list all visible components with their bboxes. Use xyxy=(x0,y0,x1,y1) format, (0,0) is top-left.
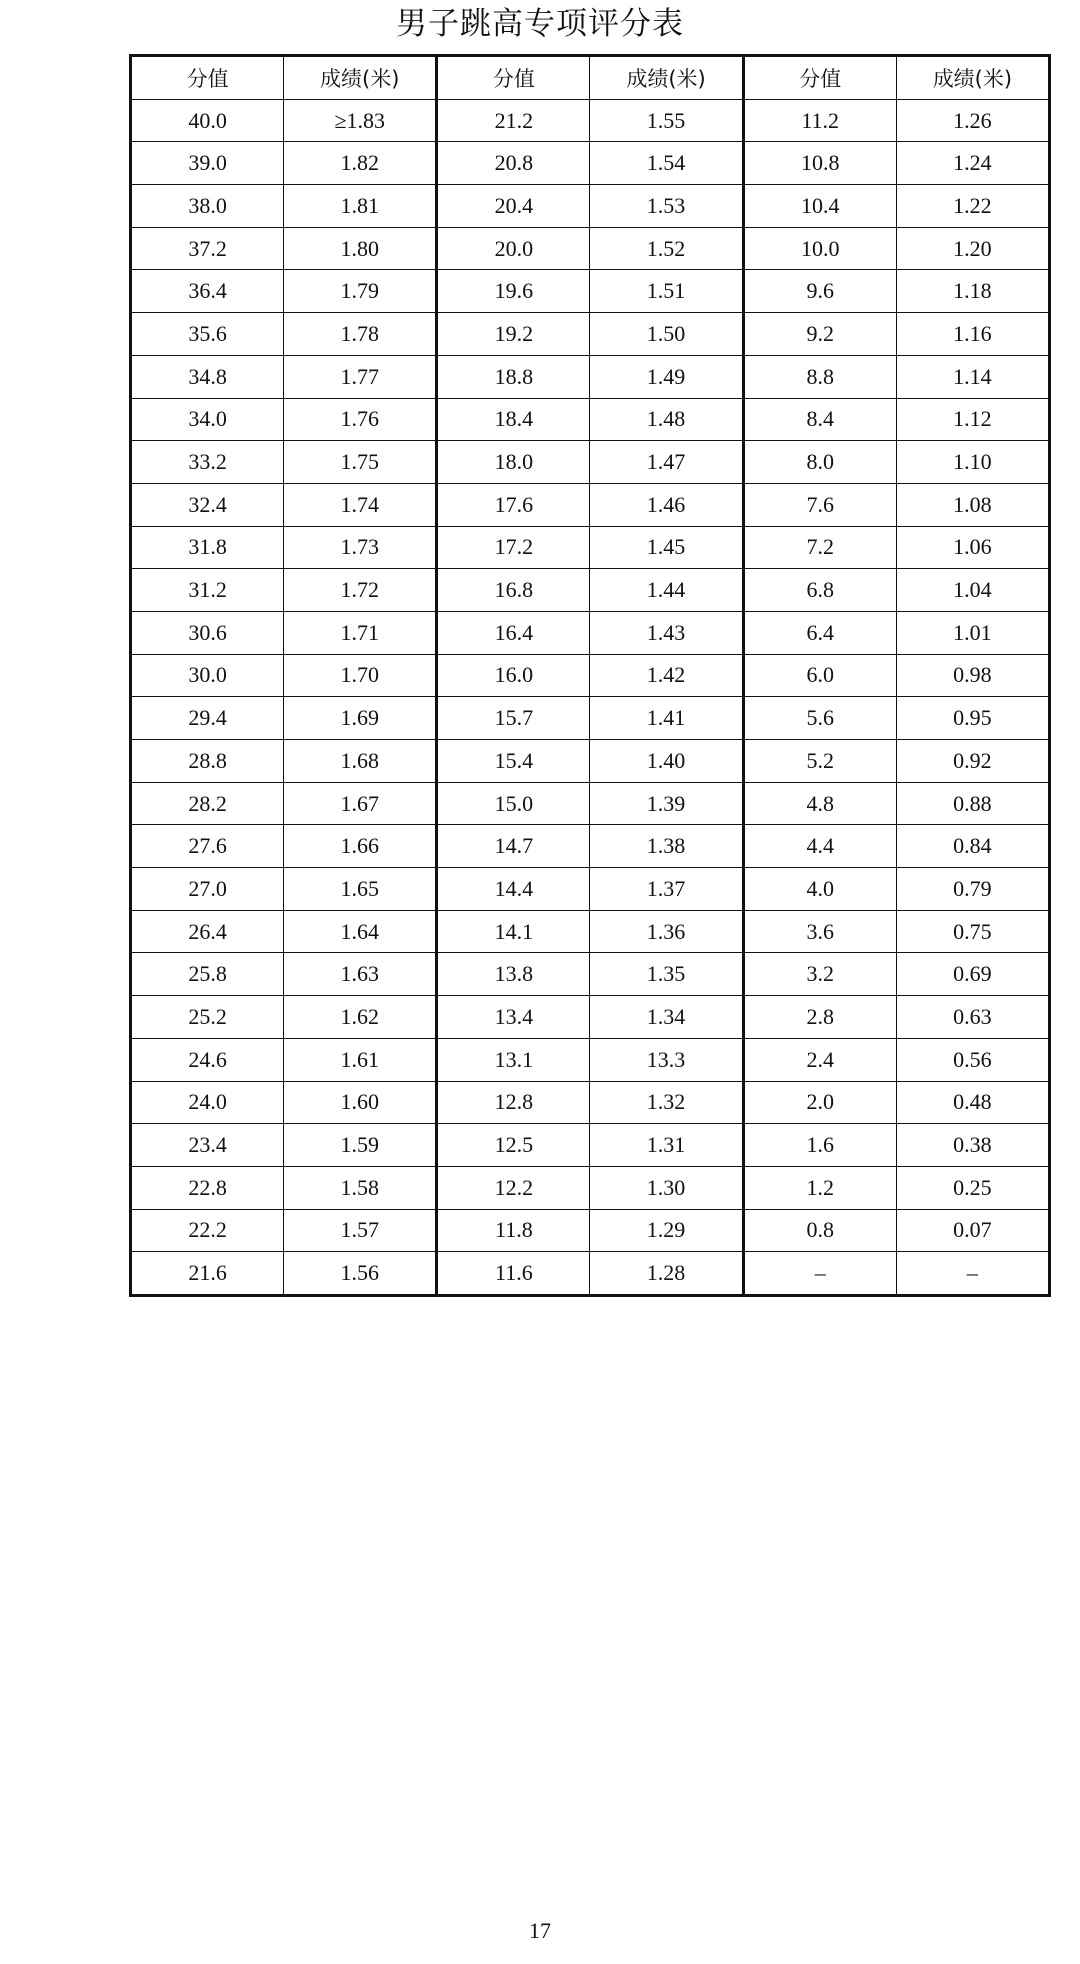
result-cell: 1.16 xyxy=(896,313,1049,356)
result-cell: 1.26 xyxy=(896,99,1049,142)
score-cell: 35.6 xyxy=(131,313,284,356)
score-cell: 25.8 xyxy=(131,953,284,996)
score-cell: 16.4 xyxy=(437,611,590,654)
score-cell: 19.2 xyxy=(437,313,590,356)
result-cell: 1.54 xyxy=(590,142,743,185)
score-cell: 9.2 xyxy=(743,313,896,356)
table-row xyxy=(131,185,1050,228)
result-cell: 1.55 xyxy=(590,99,743,142)
result-cell: 1.52 xyxy=(590,227,743,270)
result-cell: 1.65 xyxy=(284,868,437,911)
score-cell: 18.8 xyxy=(437,355,590,398)
table-row xyxy=(131,355,1050,398)
result-cell: 0.38 xyxy=(896,1124,1049,1167)
score-cell: 10.4 xyxy=(743,185,896,228)
result-cell: 1.73 xyxy=(284,526,437,569)
score-cell: 21.6 xyxy=(131,1252,284,1296)
result-cell: 1.67 xyxy=(284,782,437,825)
table-row xyxy=(131,441,1050,484)
table-row xyxy=(131,1081,1050,1124)
table-row xyxy=(131,526,1050,569)
table-row xyxy=(131,910,1050,953)
result-cell: 1.50 xyxy=(590,313,743,356)
page-number: 17 xyxy=(529,1918,551,1943)
header-result: 成绩(米) xyxy=(896,56,1049,100)
score-cell: 9.6 xyxy=(743,270,896,313)
result-cell: 1.39 xyxy=(590,782,743,825)
result-cell: 1.81 xyxy=(284,185,437,228)
result-cell: 1.63 xyxy=(284,953,437,996)
score-cell: 30.6 xyxy=(131,611,284,654)
score-cell: 34.8 xyxy=(131,355,284,398)
result-cell: 0.25 xyxy=(896,1166,1049,1209)
score-cell: 7.6 xyxy=(743,483,896,526)
result-cell: 1.64 xyxy=(284,910,437,953)
score-cell: 1.2 xyxy=(743,1166,896,1209)
score-cell: 27.6 xyxy=(131,825,284,868)
result-cell: 1.79 xyxy=(284,270,437,313)
score-cell: – xyxy=(743,1252,896,1296)
result-cell: 1.57 xyxy=(284,1209,437,1252)
result-cell: 1.20 xyxy=(896,227,1049,270)
result-cell: 1.47 xyxy=(590,441,743,484)
score-cell: 31.2 xyxy=(131,569,284,612)
result-cell: 1.59 xyxy=(284,1124,437,1167)
score-cell: 11.8 xyxy=(437,1209,590,1252)
table-row xyxy=(131,142,1050,185)
score-cell: 37.2 xyxy=(131,227,284,270)
score-cell: 19.6 xyxy=(437,270,590,313)
result-cell: 1.72 xyxy=(284,569,437,612)
result-cell: 1.35 xyxy=(590,953,743,996)
result-cell: 1.48 xyxy=(590,398,743,441)
score-cell: 4.8 xyxy=(743,782,896,825)
table-row xyxy=(131,782,1050,825)
score-cell: 13.4 xyxy=(437,996,590,1039)
result-cell: 1.77 xyxy=(284,355,437,398)
result-cell: ≥1.83 xyxy=(284,99,437,142)
table-row xyxy=(131,483,1050,526)
result-cell: 1.70 xyxy=(284,654,437,697)
score-cell: 12.8 xyxy=(437,1081,590,1124)
result-cell: 1.56 xyxy=(284,1252,437,1296)
result-cell: 1.24 xyxy=(896,142,1049,185)
result-cell: 1.62 xyxy=(284,996,437,1039)
score-cell: 14.4 xyxy=(437,868,590,911)
score-cell: 22.8 xyxy=(131,1166,284,1209)
result-cell: 1.28 xyxy=(590,1252,743,1296)
result-cell: 1.38 xyxy=(590,825,743,868)
result-cell: 1.44 xyxy=(590,569,743,612)
result-cell: 1.51 xyxy=(590,270,743,313)
table-row xyxy=(131,270,1050,313)
score-cell: 20.4 xyxy=(437,185,590,228)
table-row xyxy=(131,398,1050,441)
result-cell: 1.71 xyxy=(284,611,437,654)
score-cell: 22.2 xyxy=(131,1209,284,1252)
score-cell: 29.4 xyxy=(131,697,284,740)
result-cell: 1.22 xyxy=(896,185,1049,228)
score-cell: 8.0 xyxy=(743,441,896,484)
header-score: 分值 xyxy=(437,56,590,100)
score-cell: 32.4 xyxy=(131,483,284,526)
result-cell: 1.68 xyxy=(284,740,437,783)
score-cell: 36.4 xyxy=(131,270,284,313)
result-cell: 0.84 xyxy=(896,825,1049,868)
score-cell: 1.6 xyxy=(743,1124,896,1167)
header-score: 分值 xyxy=(131,56,284,100)
score-cell: 24.0 xyxy=(131,1081,284,1124)
table-row xyxy=(131,1124,1050,1167)
score-cell: 8.8 xyxy=(743,355,896,398)
result-cell: 0.07 xyxy=(896,1209,1049,1252)
score-cell: 4.4 xyxy=(743,825,896,868)
result-cell: 1.58 xyxy=(284,1166,437,1209)
score-cell: 14.7 xyxy=(437,825,590,868)
score-cell: 0.8 xyxy=(743,1209,896,1252)
score-cell: 16.8 xyxy=(437,569,590,612)
score-cell: 23.4 xyxy=(131,1124,284,1167)
score-cell: 6.4 xyxy=(743,611,896,654)
result-cell: 1.04 xyxy=(896,569,1049,612)
table-row xyxy=(131,1252,1050,1296)
result-cell: 1.69 xyxy=(284,697,437,740)
table-row xyxy=(131,227,1050,270)
result-cell: 1.66 xyxy=(284,825,437,868)
result-cell: 1.40 xyxy=(590,740,743,783)
result-cell: 1.41 xyxy=(590,697,743,740)
result-cell: 1.43 xyxy=(590,611,743,654)
result-cell: 1.32 xyxy=(590,1081,743,1124)
score-cell: 3.6 xyxy=(743,910,896,953)
score-cell: 17.2 xyxy=(437,526,590,569)
score-cell: 14.1 xyxy=(437,910,590,953)
header-score: 分值 xyxy=(743,56,896,100)
table-header xyxy=(131,56,1050,100)
score-cell: 21.2 xyxy=(437,99,590,142)
result-cell: 1.10 xyxy=(896,441,1049,484)
result-cell: 1.82 xyxy=(284,142,437,185)
score-cell: 18.0 xyxy=(437,441,590,484)
score-cell: 38.0 xyxy=(131,185,284,228)
score-cell: 28.2 xyxy=(131,782,284,825)
result-cell: 0.69 xyxy=(896,953,1049,996)
score-cell: 40.0 xyxy=(131,99,284,142)
score-cell: 33.2 xyxy=(131,441,284,484)
score-cell: 28.8 xyxy=(131,740,284,783)
table-row xyxy=(131,996,1050,1039)
score-cell: 34.0 xyxy=(131,398,284,441)
score-cell: 2.4 xyxy=(743,1038,896,1081)
table-row xyxy=(131,569,1050,612)
table-row xyxy=(131,611,1050,654)
score-cell: 31.8 xyxy=(131,526,284,569)
result-cell: 0.95 xyxy=(896,697,1049,740)
score-cell: 25.2 xyxy=(131,996,284,1039)
table-row xyxy=(131,1209,1050,1252)
score-cell: 6.8 xyxy=(743,569,896,612)
score-cell: 6.0 xyxy=(743,654,896,697)
result-cell: 0.79 xyxy=(896,868,1049,911)
score-cell: 30.0 xyxy=(131,654,284,697)
score-cell: 8.4 xyxy=(743,398,896,441)
result-cell: 1.60 xyxy=(284,1081,437,1124)
score-cell: 10.8 xyxy=(743,142,896,185)
score-cell: 13.8 xyxy=(437,953,590,996)
table-row xyxy=(131,1166,1050,1209)
table-row xyxy=(131,740,1050,783)
score-cell: 16.0 xyxy=(437,654,590,697)
header-row xyxy=(131,56,1050,100)
score-table xyxy=(129,54,1051,1297)
result-cell: 1.76 xyxy=(284,398,437,441)
result-cell: 0.98 xyxy=(896,654,1049,697)
score-cell: 2.0 xyxy=(743,1081,896,1124)
score-cell: 11.6 xyxy=(437,1252,590,1296)
result-cell: 0.56 xyxy=(896,1038,1049,1081)
result-cell: 1.31 xyxy=(590,1124,743,1167)
result-cell: 1.34 xyxy=(590,996,743,1039)
result-cell: 13.3 xyxy=(590,1038,743,1081)
result-cell: 1.08 xyxy=(896,483,1049,526)
header-result: 成绩(米) xyxy=(284,56,437,100)
score-cell: 11.2 xyxy=(743,99,896,142)
score-cell: 7.2 xyxy=(743,526,896,569)
result-cell: 1.75 xyxy=(284,441,437,484)
score-cell: 3.2 xyxy=(743,953,896,996)
result-cell: 1.14 xyxy=(896,355,1049,398)
score-cell: 20.0 xyxy=(437,227,590,270)
table-row xyxy=(131,825,1050,868)
result-cell: 1.06 xyxy=(896,526,1049,569)
score-cell: 24.6 xyxy=(131,1038,284,1081)
score-cell: 12.2 xyxy=(437,1166,590,1209)
score-cell: 39.0 xyxy=(131,142,284,185)
result-cell: 0.92 xyxy=(896,740,1049,783)
page-title: 男子跳高专项评分表 xyxy=(396,6,684,42)
result-cell: 1.18 xyxy=(896,270,1049,313)
score-cell: 15.7 xyxy=(437,697,590,740)
score-cell: 26.4 xyxy=(131,910,284,953)
result-cell: 1.12 xyxy=(896,398,1049,441)
score-cell: 15.0 xyxy=(437,782,590,825)
result-cell: 0.75 xyxy=(896,910,1049,953)
result-cell: 0.88 xyxy=(896,782,1049,825)
header-result: 成绩(米) xyxy=(590,56,743,100)
score-cell: 13.1 xyxy=(437,1038,590,1081)
score-cell: 12.5 xyxy=(437,1124,590,1167)
result-cell: 0.48 xyxy=(896,1081,1049,1124)
score-cell: 4.0 xyxy=(743,868,896,911)
result-cell: 1.74 xyxy=(284,483,437,526)
table-row xyxy=(131,99,1050,142)
table-row xyxy=(131,953,1050,996)
result-cell: 1.80 xyxy=(284,227,437,270)
result-cell: 1.78 xyxy=(284,313,437,356)
score-cell: 17.6 xyxy=(437,483,590,526)
result-cell: 1.49 xyxy=(590,355,743,398)
table-row xyxy=(131,313,1050,356)
result-cell: 1.29 xyxy=(590,1209,743,1252)
table-body xyxy=(131,99,1050,1295)
result-cell: 1.45 xyxy=(590,526,743,569)
score-cell: 2.8 xyxy=(743,996,896,1039)
result-cell: 1.36 xyxy=(590,910,743,953)
score-cell: 18.4 xyxy=(437,398,590,441)
result-cell: 1.46 xyxy=(590,483,743,526)
result-cell: 1.30 xyxy=(590,1166,743,1209)
result-cell: 1.37 xyxy=(590,868,743,911)
table-row xyxy=(131,654,1050,697)
score-cell: 20.8 xyxy=(437,142,590,185)
score-cell: 27.0 xyxy=(131,868,284,911)
result-cell: 1.53 xyxy=(590,185,743,228)
table-row xyxy=(131,868,1050,911)
table-row xyxy=(131,697,1050,740)
result-cell: 1.01 xyxy=(896,611,1049,654)
score-cell: 15.4 xyxy=(437,740,590,783)
result-cell: – xyxy=(896,1252,1049,1296)
score-cell: 5.6 xyxy=(743,697,896,740)
result-cell: 1.42 xyxy=(590,654,743,697)
result-cell: 1.61 xyxy=(284,1038,437,1081)
score-cell: 5.2 xyxy=(743,740,896,783)
result-cell: 0.63 xyxy=(896,996,1049,1039)
score-cell: 10.0 xyxy=(743,227,896,270)
table-row xyxy=(131,1038,1050,1081)
